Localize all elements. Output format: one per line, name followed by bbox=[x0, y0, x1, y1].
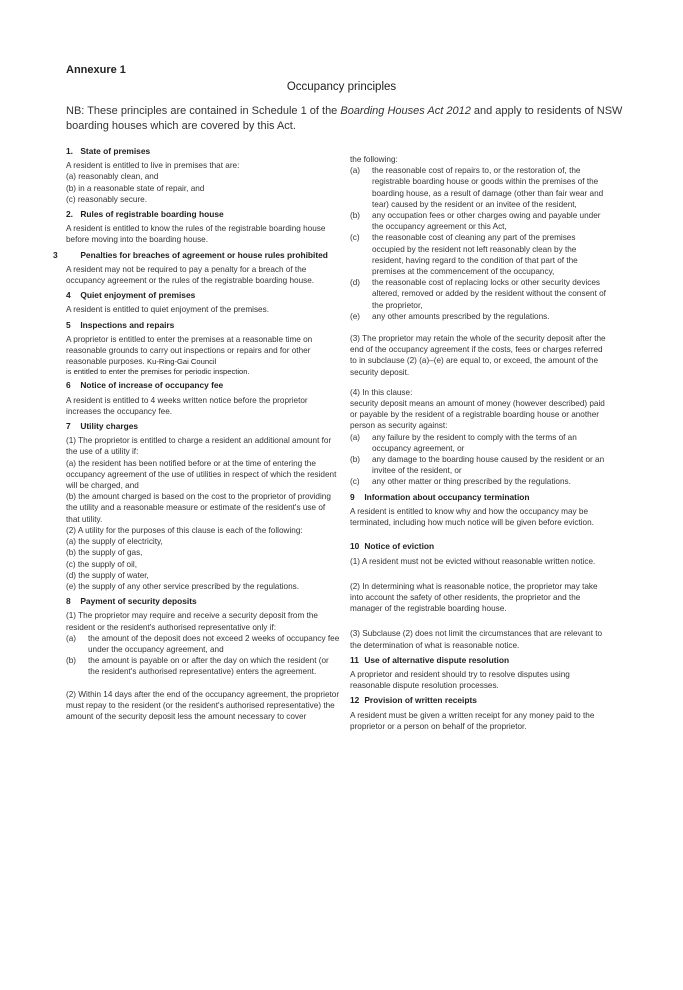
section-body: A resident is entitled to quiet enjoyment of the premises. bbox=[66, 305, 269, 315]
item-label: (c) bbox=[350, 477, 360, 487]
section-number: 10 bbox=[350, 541, 360, 552]
item-label: (a) bbox=[350, 432, 361, 442]
section-title: State of premises bbox=[80, 146, 151, 156]
section-title: Payment of security deposits bbox=[80, 596, 197, 607]
section-heading-8 bbox=[66, 596, 341, 607]
right-column bbox=[350, 154, 608, 735]
section-title: Penalties for breaches of agreement or house rules prohibited bbox=[80, 249, 328, 260]
item-text: any failure by the resident to comply with the terms of an occupancy agreement, or bbox=[372, 432, 577, 453]
section-body: A resident may not be required to pay a penalty for a breach of the occupancy agreement or the rules of the registrable boarding house. bbox=[66, 264, 315, 286]
section-title: Provision of written receipts bbox=[364, 695, 477, 706]
subclause: (3) The proprietor may retain the whole of the security deposit after the end of the occupancy agreement if the costs, fees or charges referred to in subclause (2) (a)–(e) are equal to, or exceed, the amount of the security deposit. bbox=[350, 334, 606, 377]
list-item bbox=[350, 454, 608, 476]
subclause-item: (b) the amount charged is based on the cost to the proprietor of providing the utility and a reasonable measure or estimate of the resident's use of that utility. bbox=[66, 492, 331, 524]
council-note: Ku-Ring-Gai Council bbox=[147, 357, 217, 367]
section-heading-1 bbox=[66, 146, 341, 157]
subclause: (1) The proprietor may require and receive a security deposit from the resident or the resident's authorised representative only if: bbox=[66, 611, 318, 632]
subclause: (1) A resident must not be evicted without reasonable written notice. bbox=[350, 556, 596, 566]
section-title: Utility charges bbox=[80, 421, 139, 432]
subclause: (2) A utility for the purposes of this clause is each of the following: bbox=[66, 525, 303, 535]
list-item bbox=[66, 633, 341, 655]
list-item: (c) the supply of oil, bbox=[66, 559, 137, 569]
section-title: Notice of eviction bbox=[364, 541, 435, 552]
section-title: Rules of registrable boarding house bbox=[80, 209, 224, 220]
section-heading-4 bbox=[66, 290, 341, 301]
definition: security deposit means an amount of money (however described) paid or payable by the resident of a registrable boarding house or another person as security against: bbox=[350, 399, 605, 431]
subclause: (1) The proprietor is entitled to charge a resident an additional amount for the use of a utility if: bbox=[66, 436, 332, 457]
left-column bbox=[53, 142, 341, 725]
section-number: 5 bbox=[66, 319, 71, 330]
section-heading-5 bbox=[66, 320, 341, 331]
list-item bbox=[66, 655, 341, 677]
item-text: the reasonable cost of replacing locks or other security devices altered, removed or added by the resident without the consent of the proprietor, bbox=[372, 278, 606, 310]
list-item bbox=[350, 311, 608, 322]
item-text: the amount is payable on or after the day on which the resident (or the resident's authorised representative) enters the agreement. bbox=[88, 656, 329, 677]
section-title: Quiet enjoyment of premises bbox=[80, 290, 196, 301]
list-item bbox=[350, 476, 608, 487]
list-item: (a) the supply of electricity, bbox=[66, 537, 163, 547]
subclause: (3) Subclause (2) does not limit the circumstances that are relevant to the determination of what is reasonable notice. bbox=[350, 629, 603, 650]
section-heading-7 bbox=[66, 421, 341, 432]
section-title: Inspections and repairs bbox=[80, 319, 175, 330]
section-heading-2 bbox=[66, 209, 341, 220]
list-item: (e) the supply of any other service prescribed by the regulations. bbox=[66, 581, 300, 591]
section-body bbox=[66, 334, 341, 368]
item-label: (b) bbox=[66, 656, 77, 666]
list-item bbox=[350, 210, 608, 232]
item-text: the amount of the deposit does not exceed 2 weeks of occupancy fee under the occupancy agreement, and bbox=[88, 633, 340, 654]
section-number: 3 bbox=[53, 249, 58, 260]
section-body: A resident is entitled to know the rules of the registrable boarding house before moving into the boarding house. bbox=[66, 224, 326, 245]
section-body: A resident is entitled to know why and how the occupancy may be terminated, including how much notice will be given before eviction. bbox=[350, 506, 594, 528]
list-item: (b) in a reasonable state of repair, and bbox=[66, 183, 205, 193]
section-number: 7 bbox=[66, 421, 71, 432]
item-label: (b) bbox=[350, 455, 361, 465]
item-text: the reasonable cost of repairs to, or the restoration of, the registrable boarding house or goods within the premises of the boarding house, as a result of damage (other than fair wear and tear) caused by the resident or an invitee of the resident, bbox=[372, 166, 604, 209]
section-heading-9 bbox=[350, 492, 608, 503]
item-label: (a) bbox=[66, 633, 77, 643]
section-title: Notice of increase of occupancy fee bbox=[80, 380, 224, 391]
section-number: 4 bbox=[66, 290, 71, 301]
list-item: (b) the supply of gas, bbox=[66, 548, 143, 558]
section-number: 11 bbox=[350, 654, 359, 665]
nb-act-name: Boarding Houses Act 2012 bbox=[340, 105, 471, 117]
section-heading-10 bbox=[350, 541, 608, 552]
item-label: (e) bbox=[350, 311, 361, 321]
list-item bbox=[350, 277, 608, 311]
section-number: 9 bbox=[350, 491, 355, 502]
section-intro: A resident is entitled to live in premises that are: bbox=[66, 161, 240, 171]
section-number: 6 bbox=[66, 380, 71, 391]
section-number: 2. bbox=[66, 209, 73, 220]
section-number: 1. bbox=[66, 146, 73, 156]
list-item bbox=[350, 165, 608, 210]
section-body: A resident is entitled to 4 weeks written notice before the proprietor increases the occupancy fee. bbox=[66, 395, 308, 416]
section-body: A resident must be given a written receipt for any money paid to the proprietor or a person on behalf of the proprietor. bbox=[350, 710, 595, 731]
item-text: any damage to the boarding house caused by the resident or an invitee of the resident, or bbox=[372, 455, 605, 476]
document-title: Occupancy principles bbox=[286, 81, 397, 93]
subclause: (2) Within 14 days after the end of the occupancy agreement, the proprietor must repay to the resident (or the resident's authorised representative) the amount of the security deposit less the amount necessary to cover bbox=[66, 689, 340, 721]
list-item: (c) reasonably secure. bbox=[66, 194, 147, 204]
subclause-heading: (4) In this clause: bbox=[350, 387, 413, 397]
item-label: (d) bbox=[350, 278, 361, 288]
nb-note bbox=[66, 104, 626, 134]
item-label: (b) bbox=[350, 211, 361, 221]
council-note-line: is entitled to enter the premises for periodic inspection. bbox=[66, 367, 250, 377]
item-label: (c) bbox=[350, 233, 360, 243]
continuation-text: the following: bbox=[350, 155, 398, 164]
section-body: A proprietor and resident should try to resolve disputes using reasonable dispute resolution processes. bbox=[350, 669, 570, 691]
nb-pre: NB: These principles are contained in Schedule 1 of the bbox=[66, 105, 341, 117]
section-title: Use of alternative dispute resolution bbox=[364, 654, 510, 665]
section-title: Information about occupancy termination bbox=[364, 491, 530, 502]
list-item bbox=[350, 432, 608, 454]
subclause: (2) In determining what is reasonable notice, the proprietor may take into account the safety of other residents, the proprietor and the manager of the registrable boarding house. bbox=[350, 581, 598, 614]
item-text: any other matter or thing prescribed by the regulations. bbox=[372, 477, 571, 487]
item-text: any occupation fees or other charges owing and payable under the occupancy agreement or this Act, bbox=[372, 211, 601, 232]
list-item: (a) reasonably clean, and bbox=[66, 172, 159, 182]
section-heading-11 bbox=[350, 655, 608, 666]
subclause-item: (a) the resident has been notified before or at the time of entering the occupancy agreement of the use of utilities in respect of which the resident will be charged, and bbox=[66, 458, 337, 491]
list-item: (d) the supply of water, bbox=[66, 570, 149, 580]
section-heading-12 bbox=[350, 695, 608, 706]
section-heading-6 bbox=[66, 380, 341, 391]
nb-post: and apply to residents of NSW boarding houses which are covered by this Act. bbox=[66, 105, 623, 132]
list-item bbox=[350, 232, 608, 277]
item-label: (a) bbox=[350, 166, 361, 176]
section-text: A proprietor is entitled to enter the premises at a reasonable time on reasonable grounds to carry out inspections or repairs and for other reasonable purposes. bbox=[66, 334, 313, 367]
item-text: the reasonable cost of cleaning any part of the premises occupied by the resident not left reasonably clean by the resident, having regard to the condition of that part of the premises at the commencement of the occupancy, bbox=[372, 233, 578, 277]
section-number: 8 bbox=[66, 596, 71, 607]
section-number: 12 bbox=[350, 695, 360, 706]
section-heading-3 bbox=[53, 249, 341, 261]
item-text: any other amounts prescribed by the regulations. bbox=[372, 311, 550, 321]
annexure-label: Annexure 1 bbox=[66, 64, 126, 76]
